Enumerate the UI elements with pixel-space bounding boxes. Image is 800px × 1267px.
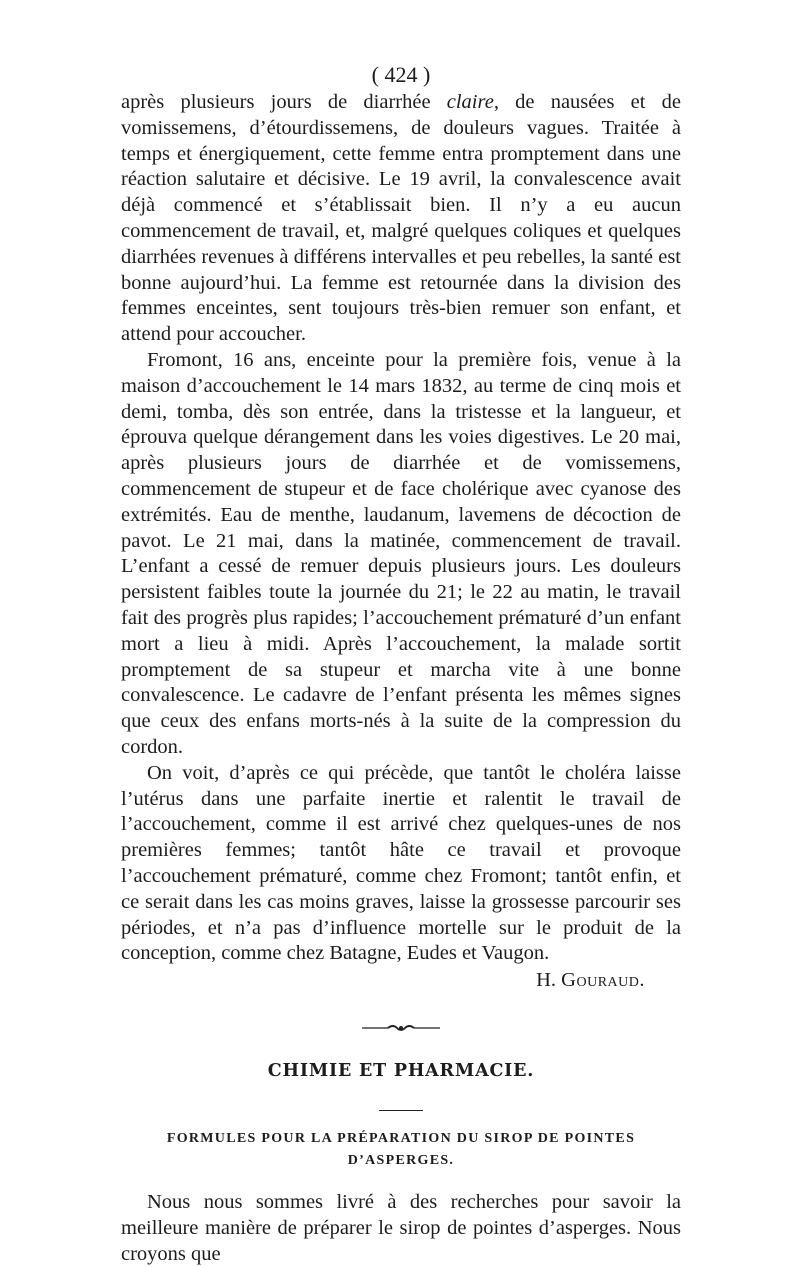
paragraph-text: , de nausées et de vomissemens, d’étourdissemens, de douleurs vagues. Traitée à temps et énergiquement, cette femme entra promptement dans une réaction salutaire et décisive. Le 19 avril, la convalescence avait déjà commencé et s’établissait bien. Il n’y a eu aucun commencement de travail, et, malgré quelques coliques et quelques diarrhées revenues à différens intervalles et peu rebelles, la santé est bonne aujourd’hui. La femme est retournée dans la division des femmes enceintes, sent toujours très-bien remuer son enfant, et attend pour accoucher. (121, 91, 681, 346)
book-page (121, 62, 681, 1267)
ornamental-divider (362, 1023, 440, 1033)
paragraph-text: On voit, d’après ce qui précède, que tantôt le choléra laisse l’utérus dans une parfaite inertie et ralentit le travail de l’accouchement, comme il est arrivé chez quelques-unes de nos premières femmes; tantôt hâte ce travail et provoque l’accouchement prématuré, comme chez Fromont; tantôt enfin, et ce serait dans les cas moins graves, laisse la grossesse parcourir ses périodes, et n’a pas d’influence mortelle sur le produit de la conception, comme chez Batagne, Eudes et Vaugon. (121, 761, 681, 965)
section-rule (379, 1110, 423, 1111)
paragraph-syrup-intro: Nous nous sommes livré à des recherches pour savoir la meilleure manière de préparer le sirop de pointes d’asperges. Nous croyons que (121, 1191, 681, 1265)
author-name: Gouraud. (561, 969, 645, 992)
paragraph-continuation (121, 90, 681, 348)
paragraph-text: après plusieurs jours de diarrhée (121, 91, 447, 113)
subsection-title (121, 1128, 681, 1172)
page-number: ( 424 ) (371, 62, 431, 87)
paragraph-conclusion (121, 761, 681, 967)
author-signature (121, 967, 681, 993)
section-title: CHIMIE ET PHARMACIE. (267, 1061, 535, 1082)
subsection-title-line-2: D’ASPERGES. (347, 1153, 455, 1169)
subsection-title-line-1: FORMULES POUR LA PRÉPARATION DU SIROP DE POINTES (166, 1131, 636, 1147)
italic-word: claire (446, 91, 494, 113)
paragraph-fromont-case (121, 348, 681, 761)
author-initial: H. (536, 969, 562, 992)
paragraph-text: Fromont, 16 ans, enceinte pour la première fois, venue à la maison d’accouchement le 14 mars 1832, au terme de cinq mois et demi, tomba, dès son entrée, dans la tristesse et la langueur, et éprouva quelque dérangement dans les voies digestives. Le 20 mai, après plusieurs jours de diarrhée et de vomissemens, commencement de stupeur et de face cholérique avec cyanose des extrémités. Eau de menthe, laudanum, lavemens de décoction de pavot. Le 21 mai, dans la matinée, commencement de travail. L’enfant a cessé de remuer depuis plusieurs jours. Les douleurs persistent faibles toute la journée du 21; le 22 au matin, le travail fait des progrès plus rapides; l’accouchement prématuré d’un enfant mort a lieu à midi. Après l’accouchement, la malade sortit promptement de sa stupeur et marcha vite à une bonne convalescence. Le cadavre de l’enfant présenta les mêmes signes que ceux des enfans morts-nés à la suite de la compression du cordon. (121, 348, 681, 758)
